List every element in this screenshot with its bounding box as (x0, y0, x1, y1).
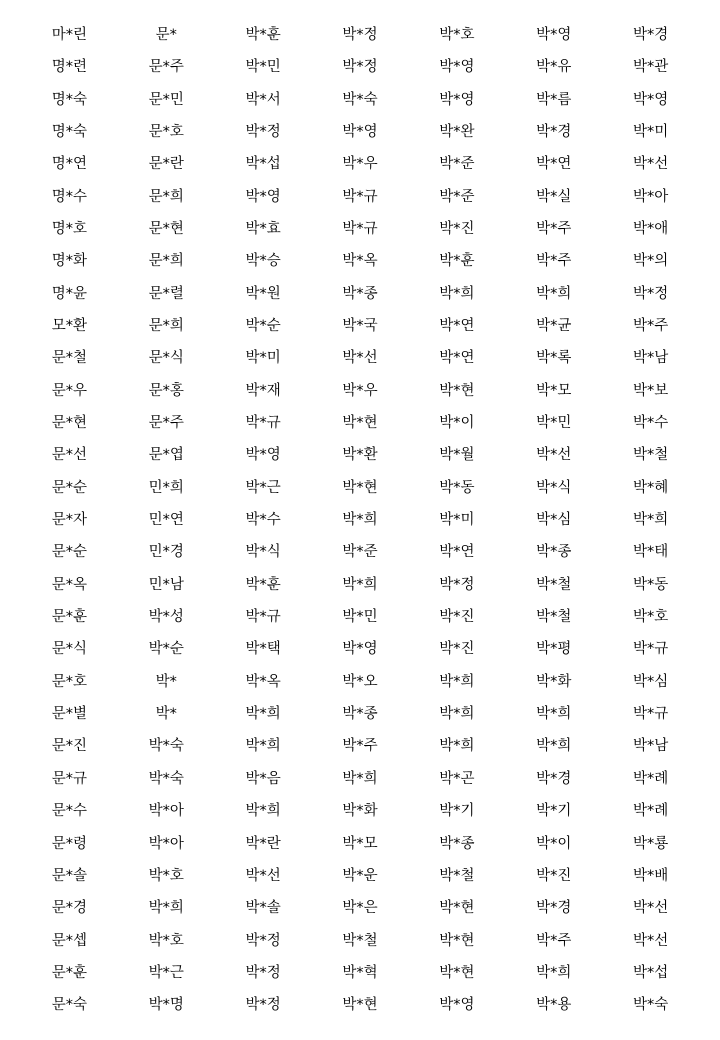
name-cell: 박*모 (536, 382, 572, 399)
name-cell: 박*현 (439, 932, 475, 949)
name-cell: 박*용 (536, 997, 572, 1014)
name-row (21, 601, 699, 633)
name-cell: 박*미 (439, 512, 475, 529)
name-row (21, 245, 699, 277)
name-row (21, 634, 699, 666)
name-cell: 문*수 (51, 803, 88, 820)
name-cell: 박*오 (342, 673, 378, 690)
name-cell: 박*주 (632, 318, 669, 335)
name-cell: 박*숙 (632, 997, 669, 1014)
name-cell: 박*정 (245, 997, 281, 1014)
name-cell: 문* (155, 26, 177, 43)
name-cell: 문*경 (51, 900, 88, 917)
name-cell: 문*홍 (148, 382, 184, 399)
name-cell: 박*경 (536, 900, 572, 917)
name-cell: 박*우 (342, 156, 378, 173)
name-cell: 박*준 (439, 188, 475, 205)
name-cell: 박*미 (632, 123, 669, 140)
name-cell: 박*미 (245, 350, 281, 367)
name-row (21, 278, 699, 310)
name-cell: 박*은 (342, 900, 378, 917)
name-cell: 박*아 (148, 803, 184, 820)
name-row (21, 504, 699, 536)
name-cell: 박*숙 (148, 770, 184, 787)
name-row (21, 989, 699, 1021)
name-cell: 박*순 (245, 318, 281, 335)
name-cell: 박*식 (245, 544, 281, 561)
name-cell: 민*남 (148, 576, 184, 593)
name-row (21, 116, 699, 148)
name-cell: 박*남 (632, 738, 669, 755)
name-cell: 박*영 (439, 997, 475, 1014)
name-cell: 박*훈 (245, 576, 281, 593)
name-cell: 박*택 (245, 641, 281, 658)
name-cell: 박*정 (342, 26, 378, 43)
name-cell: 박*근 (245, 479, 281, 496)
name-cell: 문*렬 (148, 285, 184, 302)
name-cell: 박*옥 (245, 673, 281, 690)
name-cell: 박*름 (536, 91, 572, 108)
name-cell: 박*이 (536, 835, 572, 852)
name-row (21, 407, 699, 439)
name-row (21, 666, 699, 698)
name-cell: 박*주 (342, 738, 378, 755)
name-cell: 박*경 (536, 123, 572, 140)
name-cell: 박*명 (148, 997, 184, 1014)
name-cell: 박*완 (439, 123, 475, 140)
name-cell: 박*진 (439, 220, 475, 237)
name-cell: 박*희 (536, 285, 572, 302)
name-row (21, 537, 699, 569)
name-cell: 박*종 (342, 285, 378, 302)
name-cell: 문*민 (148, 91, 184, 108)
name-cell: 박*현 (439, 964, 475, 981)
name-cell: 명*연 (51, 156, 88, 173)
name-cell: 박*경 (536, 770, 572, 787)
name-cell: 박*철 (536, 609, 572, 626)
name-cell: 박*이 (439, 415, 475, 432)
name-cell: 박*주 (536, 220, 572, 237)
name-cell: 박*규 (342, 188, 378, 205)
name-cell: 박*솔 (245, 900, 281, 917)
name-cell: 박*심 (536, 512, 572, 529)
name-row (21, 51, 699, 83)
name-cell: 명*련 (51, 59, 88, 76)
name-cell: 박*혁 (342, 964, 378, 981)
name-cell: 박*정 (439, 576, 475, 593)
name-cell: 명*수 (51, 188, 88, 205)
name-cell: 박*훈 (245, 26, 281, 43)
name-cell: 모*환 (51, 318, 88, 335)
name-cell: 문*현 (148, 220, 184, 237)
name-cell: 박*균 (536, 318, 572, 335)
name-cell: 박*희 (536, 738, 572, 755)
name-cell: 문*란 (148, 156, 184, 173)
name-cell: 박*옥 (342, 253, 378, 270)
name-cell: 박*보 (632, 382, 669, 399)
name-cell: 박*희 (439, 706, 475, 723)
name-cell: 박*규 (245, 609, 281, 626)
name-cell: 박*곤 (439, 770, 475, 787)
name-cell: 박*정 (632, 285, 669, 302)
name-cell: 박*섭 (632, 964, 669, 981)
name-cell: 박*희 (342, 512, 378, 529)
name-cell: 문*우 (51, 382, 88, 399)
name-cell: 박*희 (245, 803, 281, 820)
name-cell: 박*수 (632, 415, 669, 432)
name-cell: 박*서 (245, 91, 281, 108)
name-cell: 박*숙 (342, 91, 378, 108)
name-row (21, 731, 699, 763)
name-cell: 박*호 (148, 867, 184, 884)
name-cell: 박*연 (439, 544, 475, 561)
name-row (21, 148, 699, 180)
name-cell: 박*철 (342, 932, 378, 949)
name-cell: 박*선 (632, 900, 669, 917)
name-cell: 박*섭 (245, 156, 281, 173)
name-cell: 박*란 (245, 835, 281, 852)
name-cell: 문*진 (51, 738, 88, 755)
name-cell: 박*영 (245, 447, 281, 464)
name-cell: 박*의 (632, 253, 669, 270)
name-cell: 문*주 (148, 415, 184, 432)
name-cell: 문*희 (148, 188, 184, 205)
name-cell: 박*철 (439, 867, 475, 884)
name-cell: 박*민 (536, 415, 572, 432)
name-cell: 박*규 (245, 415, 281, 432)
name-cell: 박*환 (342, 447, 378, 464)
name-row (21, 342, 699, 374)
name-cell: 민*연 (148, 512, 184, 529)
name-row (21, 795, 699, 827)
name-cell: 박*아 (632, 188, 669, 205)
name-cell: 박*민 (342, 609, 378, 626)
name-row (21, 213, 699, 245)
name-cell: 박*원 (245, 285, 281, 302)
name-cell: 문*별 (51, 706, 88, 723)
name-cell: 박*영 (439, 59, 475, 76)
name-row (21, 828, 699, 860)
name-cell: 명*호 (51, 220, 88, 237)
name-cell: 박*유 (536, 59, 572, 76)
name-cell: 박* (155, 673, 177, 690)
name-cell: 박*준 (342, 544, 378, 561)
name-cell: 박*희 (439, 738, 475, 755)
name-cell: 박*훈 (439, 253, 475, 270)
name-cell: 문*옥 (51, 576, 88, 593)
name-cell: 명*화 (51, 253, 88, 270)
name-cell: 문*희 (148, 253, 184, 270)
name-cell: 박*기 (439, 803, 475, 820)
name-cell: 박*철 (632, 447, 669, 464)
name-cell: 박*효 (245, 220, 281, 237)
name-cell: 박*영 (342, 123, 378, 140)
name-cell: 박*순 (148, 641, 184, 658)
name-cell: 문*순 (51, 544, 88, 561)
name-cell: 박*배 (632, 867, 669, 884)
name-cell: 박*기 (536, 803, 572, 820)
name-cell: 박*모 (342, 835, 378, 852)
name-cell: 문*주 (148, 59, 184, 76)
name-cell: 박*근 (148, 964, 184, 981)
name-cell: 문*선 (51, 447, 88, 464)
name-grid (21, 19, 699, 1022)
name-cell: 문*희 (148, 318, 184, 335)
name-cell: 박*룡 (632, 835, 669, 852)
name-cell: 박*종 (536, 544, 572, 561)
name-cell: 박*음 (245, 770, 281, 787)
name-cell: 박*화 (536, 673, 572, 690)
name-cell: 박*수 (245, 512, 281, 529)
name-row (21, 375, 699, 407)
name-cell: 문*호 (51, 673, 88, 690)
name-cell: 박*희 (632, 512, 669, 529)
name-row (21, 310, 699, 342)
name-cell: 박*재 (245, 382, 281, 399)
name-row (21, 19, 699, 51)
name-row (21, 698, 699, 730)
name-row (21, 472, 699, 504)
name-cell: 박*연 (536, 156, 572, 173)
name-cell: 박*종 (439, 835, 475, 852)
name-cell: 문*식 (148, 350, 184, 367)
name-cell: 박*규 (342, 220, 378, 237)
name-cell: 박*진 (439, 609, 475, 626)
name-cell: 박*선 (245, 867, 281, 884)
name-cell: 박*월 (439, 447, 475, 464)
name-cell: 민*경 (148, 544, 184, 561)
name-cell: 박*아 (148, 835, 184, 852)
name-cell: 박*영 (342, 641, 378, 658)
name-cell: 박*정 (245, 123, 281, 140)
name-cell: 박*희 (245, 738, 281, 755)
name-cell: 박*현 (439, 900, 475, 917)
name-cell: 문*순 (51, 479, 88, 496)
name-cell: 박*희 (439, 673, 475, 690)
name-cell: 박*승 (245, 253, 281, 270)
name-cell: 박*희 (342, 770, 378, 787)
name-cell: 박*주 (536, 932, 572, 949)
name-cell: 민*희 (148, 479, 184, 496)
name-cell: 박*운 (342, 867, 378, 884)
name-cell: 박*희 (245, 706, 281, 723)
name-cell: 박*선 (632, 156, 669, 173)
name-cell: 박*례 (632, 770, 669, 787)
name-cell: 박*현 (439, 382, 475, 399)
name-cell: 박*민 (245, 59, 281, 76)
name-cell: 박*태 (632, 544, 669, 561)
name-cell: 박*경 (632, 26, 669, 43)
name-cell: 박*애 (632, 220, 669, 237)
name-cell: 박*정 (245, 932, 281, 949)
name-cell: 박*영 (439, 91, 475, 108)
name-cell: 문*령 (51, 835, 88, 852)
name-cell: 박*철 (536, 576, 572, 593)
name-row (21, 439, 699, 471)
name-cell: 박*례 (632, 803, 669, 820)
name-cell: 마*린 (51, 26, 88, 43)
name-cell: 박*남 (632, 350, 669, 367)
name-row (21, 569, 699, 601)
name-cell: 문*엽 (148, 447, 184, 464)
name-cell: 박*영 (632, 91, 669, 108)
name-cell: 박*정 (245, 964, 281, 981)
name-row (21, 892, 699, 924)
name-row (21, 84, 699, 116)
name-cell: 문*솔 (51, 867, 88, 884)
name-cell: 박*진 (439, 641, 475, 658)
name-cell: 박*연 (439, 318, 475, 335)
name-cell: 박*실 (536, 188, 572, 205)
name-cell: 박*선 (342, 350, 378, 367)
name-cell: 박*영 (245, 188, 281, 205)
name-cell: 박*동 (632, 576, 669, 593)
name-cell: 문*식 (51, 641, 88, 658)
name-cell: 문*셉 (51, 932, 88, 949)
name-cell: 박*혜 (632, 479, 669, 496)
name-row (21, 860, 699, 892)
name-cell: 문*자 (51, 512, 88, 529)
name-cell: 문*규 (51, 770, 88, 787)
name-cell: 박*호 (148, 932, 184, 949)
name-row (21, 763, 699, 795)
name-cell: 박* (155, 706, 177, 723)
name-cell: 박*성 (148, 609, 184, 626)
name-cell: 박*록 (536, 350, 572, 367)
name-row (21, 181, 699, 213)
name-cell: 박*규 (632, 706, 669, 723)
name-cell: 문*호 (148, 123, 184, 140)
name-cell: 박*호 (632, 609, 669, 626)
name-cell: 박*관 (632, 59, 669, 76)
name-cell: 박*평 (536, 641, 572, 658)
name-cell: 문*철 (51, 350, 88, 367)
name-cell: 박*희 (148, 900, 184, 917)
name-row (21, 925, 699, 957)
name-cell: 박*현 (342, 415, 378, 432)
name-cell: 명*숙 (51, 91, 88, 108)
name-cell: 박*현 (342, 479, 378, 496)
name-cell: 문*현 (51, 415, 88, 432)
name-cell: 박*숙 (148, 738, 184, 755)
name-cell: 박*선 (632, 932, 669, 949)
name-cell: 박*국 (342, 318, 378, 335)
name-cell: 박*희 (536, 706, 572, 723)
name-cell: 박*주 (536, 253, 572, 270)
name-cell: 박*영 (536, 26, 572, 43)
name-cell: 문*훈 (51, 964, 88, 981)
name-cell: 문*숙 (51, 997, 88, 1014)
name-cell: 박*선 (536, 447, 572, 464)
name-cell: 박*심 (632, 673, 669, 690)
name-cell: 박*화 (342, 803, 378, 820)
name-cell: 박*식 (536, 479, 572, 496)
name-cell: 박*현 (342, 997, 378, 1014)
name-cell: 문*훈 (51, 609, 88, 626)
name-cell: 박*희 (439, 285, 475, 302)
name-cell: 박*정 (342, 59, 378, 76)
name-cell: 박*규 (632, 641, 669, 658)
name-cell: 박*준 (439, 156, 475, 173)
name-cell: 박*연 (439, 350, 475, 367)
name-cell: 박*종 (342, 706, 378, 723)
name-cell: 박*동 (439, 479, 475, 496)
name-cell: 박*호 (439, 26, 475, 43)
name-cell: 박*진 (536, 867, 572, 884)
name-cell: 박*희 (536, 964, 572, 981)
name-cell: 명*숙 (51, 123, 88, 140)
name-cell: 박*우 (342, 382, 378, 399)
name-cell: 박*희 (342, 576, 378, 593)
name-row (21, 957, 699, 989)
name-cell: 명*윤 (51, 285, 88, 302)
